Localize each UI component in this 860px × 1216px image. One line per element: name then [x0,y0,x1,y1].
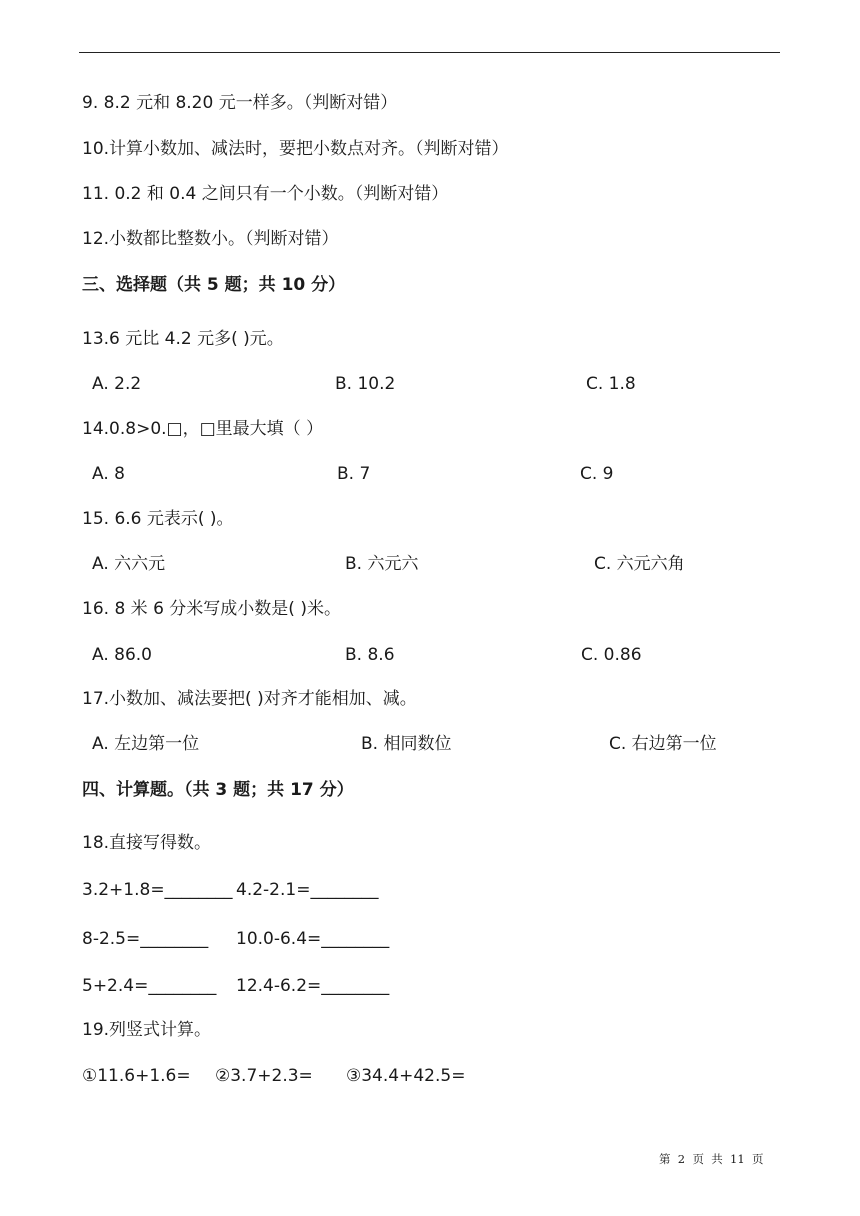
q15-option-a: A. 六六元 [92,554,166,574]
q17-option-c: C. 右边第一位 [609,734,717,754]
section-4-heading: 四、计算题。（共 3 题；共 17 分） [82,780,354,800]
q19-problem-1: ①11.6+1.6= [82,1066,191,1086]
q16-option-c: C. 0.86 [581,645,642,665]
question-9: 9. 8.2 元和 8.20 元一样多。（判断对错） [82,93,398,113]
page-number: 第 2 页 共 11 页 [659,1152,764,1166]
question-15: 15. 6.6 元表示( )。 [82,509,234,529]
q14-option-a: A. 8 [92,464,125,484]
q17-option-a: A. 左边第一位 [92,734,200,754]
section-3-heading: 三、选择题（共 5 题；共 10 分） [82,275,346,295]
question-14: 14.0.8>0.□，□里最大填（ ） [82,419,324,439]
q18-item-2: 4.2-2.1=________ [236,880,379,900]
q15-option-c: C. 六元六角 [594,554,685,574]
q15-option-b: B. 六元六 [345,554,419,574]
q18-item-3: 8-2.5=________ [82,929,209,949]
header-rule [79,52,780,53]
q19-problem-3: ③34.4+42.5= [346,1066,466,1086]
q13-option-c: C. 1.8 [586,374,636,394]
q17-option-b: B. 相同数位 [361,734,452,754]
question-11: 11. 0.2 和 0.4 之间只有一个小数。（判断对错） [82,184,449,204]
question-10: 10.计算小数加、减法时，要把小数点对齐。（判断对错） [82,139,509,159]
question-19: 19.列竖式计算。 [82,1020,212,1040]
q14-option-b: B. 7 [337,464,371,484]
q13-option-a: A. 2.2 [92,374,142,394]
q13-option-b: B. 10.2 [335,374,396,394]
question-16: 16. 8 米 6 分米写成小数是( )米。 [82,599,341,619]
q18-item-6: 12.4-6.2=________ [236,976,390,996]
question-12: 12.小数都比整数小。（判断对错） [82,229,339,249]
question-13: 13.6 元比 4.2 元多( )元。 [82,329,284,349]
q14-option-c: C. 9 [580,464,614,484]
question-18: 18.直接写得数。 [82,833,212,853]
q19-problem-2: ②3.7+2.3= [215,1066,313,1086]
question-17: 17.小数加、减法要把( )对齐才能相加、减。 [82,689,417,709]
q16-option-a: A. 86.0 [92,645,152,665]
q18-item-1: 3.2+1.8=________ [82,880,233,900]
q18-item-5: 5+2.4=________ [82,976,217,996]
q18-item-4: 10.0-6.4=________ [236,929,390,949]
q16-option-b: B. 8.6 [345,645,395,665]
